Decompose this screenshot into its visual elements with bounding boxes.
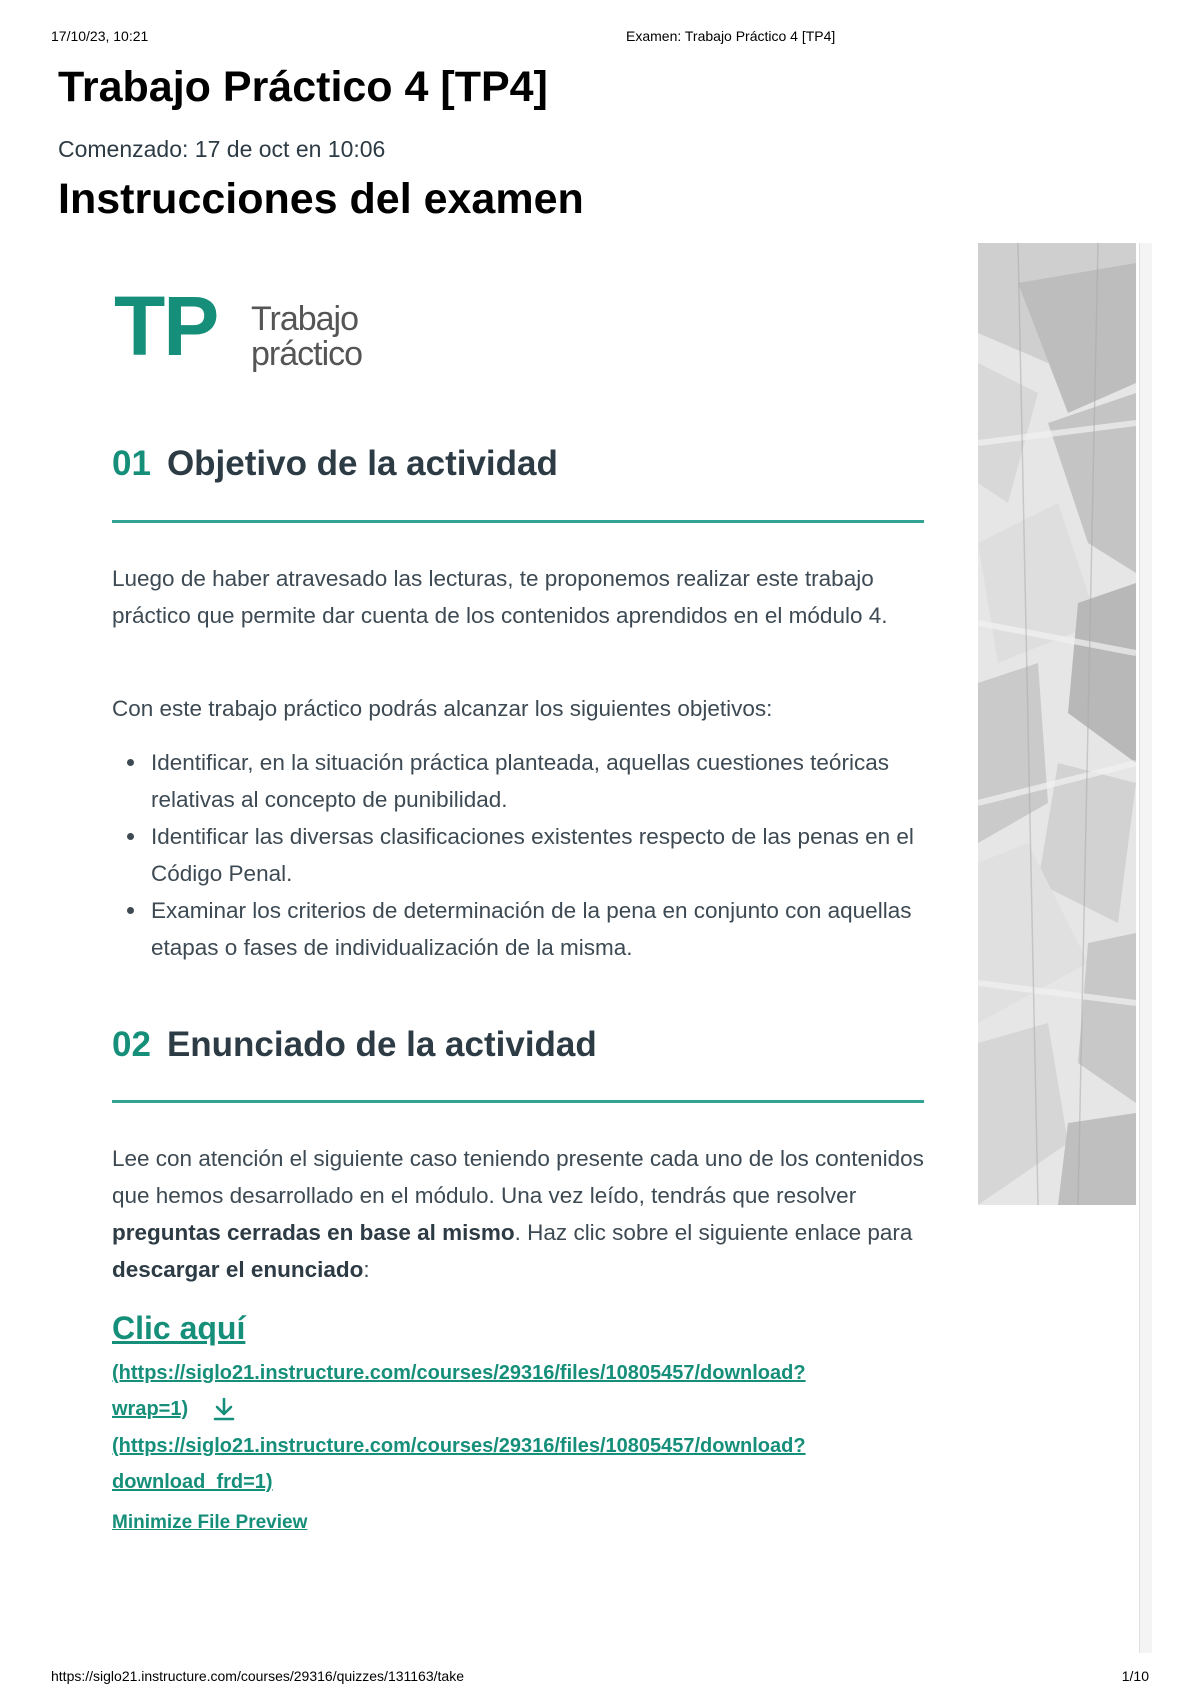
print-datetime: 17/10/23, 10:21 [51,28,149,44]
objetivo-paragraph-2: Con este trabajo práctico podrás alcanzar los siguientes objetivos: [112,696,773,721]
print-footer [51,1668,1149,1688]
print-document-title: Examen: Trabajo Práctico 4 [TP4] [626,28,836,44]
instructions-title: Instrucciones del examen [58,175,584,223]
print-url: https://siglo21.instructure.com/courses/29316/quizzes/131163/take [51,1668,464,1684]
tp-logo-mark: TP [114,279,218,373]
enunciado-bold-text: descargar el enunciado [112,1257,364,1282]
list-item: Identificar, en la situación práctica planteada, aquellas cuestiones teóricas relativas al concepto de punibilidad. [112,744,932,818]
section-title: Objetivo de la actividad [166,444,558,483]
section-divider [112,520,924,523]
page-title: Trabajo Práctico 4 [TP4] [58,63,548,111]
enunciado-bold-text: preguntas cerradas en base al mismo [112,1220,515,1245]
list-item: Examinar los criterios de determinación de la pena en conjunto con aquellas etapas o fases de individualización de la misma. [112,892,932,966]
list-item: Identificar las diversas clasificaciones existentes respecto de las penas en el Código Penal. [112,818,932,892]
section-heading-enunciado [112,1025,597,1065]
minimize-file-preview-link[interactable]: Minimize File Preview [112,1512,308,1533]
section-title: Enunciado de la actividad [166,1025,597,1064]
download-url-line[interactable]: (https://siglo21.instructure.com/courses/29316/files/10805457/download? [112,1362,806,1384]
objetivo-paragraph-1: Luego de haber atravesado las lecturas, te proponemos realizar este trabajo práctico que permite dar cuenta de los contenidos aprendidos en el módulo 4. [112,566,888,628]
enunciado-text: Lee con atención el siguiente caso teniendo presente cada uno de los contenidos que hemos desarrollado en el módulo. Una vez leído, tendrás que resolver [112,1146,924,1208]
architectural-pattern-image [978,243,1136,1205]
download-frd-url-line[interactable]: (https://siglo21.instructure.com/courses/29316/files/10805457/download? [112,1435,806,1457]
download-icon[interactable] [212,1396,236,1422]
content-scrollbar[interactable] [1139,243,1152,1653]
enunciado-paragraph [112,1140,932,1288]
download-url-line[interactable]: wrap=1) [112,1398,189,1420]
clic-aqui-link[interactable]: Clic aquí [112,1310,246,1346]
print-page-number: 1/10 [1121,1668,1149,1684]
enunciado-text: : [363,1257,370,1282]
enunciado-text: . Haz clic sobre el siguiente enlace para [514,1220,913,1245]
section-divider [112,1100,924,1103]
started-timestamp: Comenzado: 17 de oct en 10:06 [58,136,386,162]
section-number: 01 [112,444,151,483]
print-header [51,28,1149,48]
tp-logo-word-practico: práctico [251,335,363,373]
download-frd-url-line[interactable]: download_frd=1) [112,1471,273,1493]
tp-logo [114,279,394,380]
section-number: 02 [112,1025,151,1064]
decorative-side-image [978,243,1136,1205]
section-heading-objetivo [112,444,558,484]
objetivos-list [112,744,932,966]
tp-logo-word-trabajo: Trabajo [251,300,359,338]
